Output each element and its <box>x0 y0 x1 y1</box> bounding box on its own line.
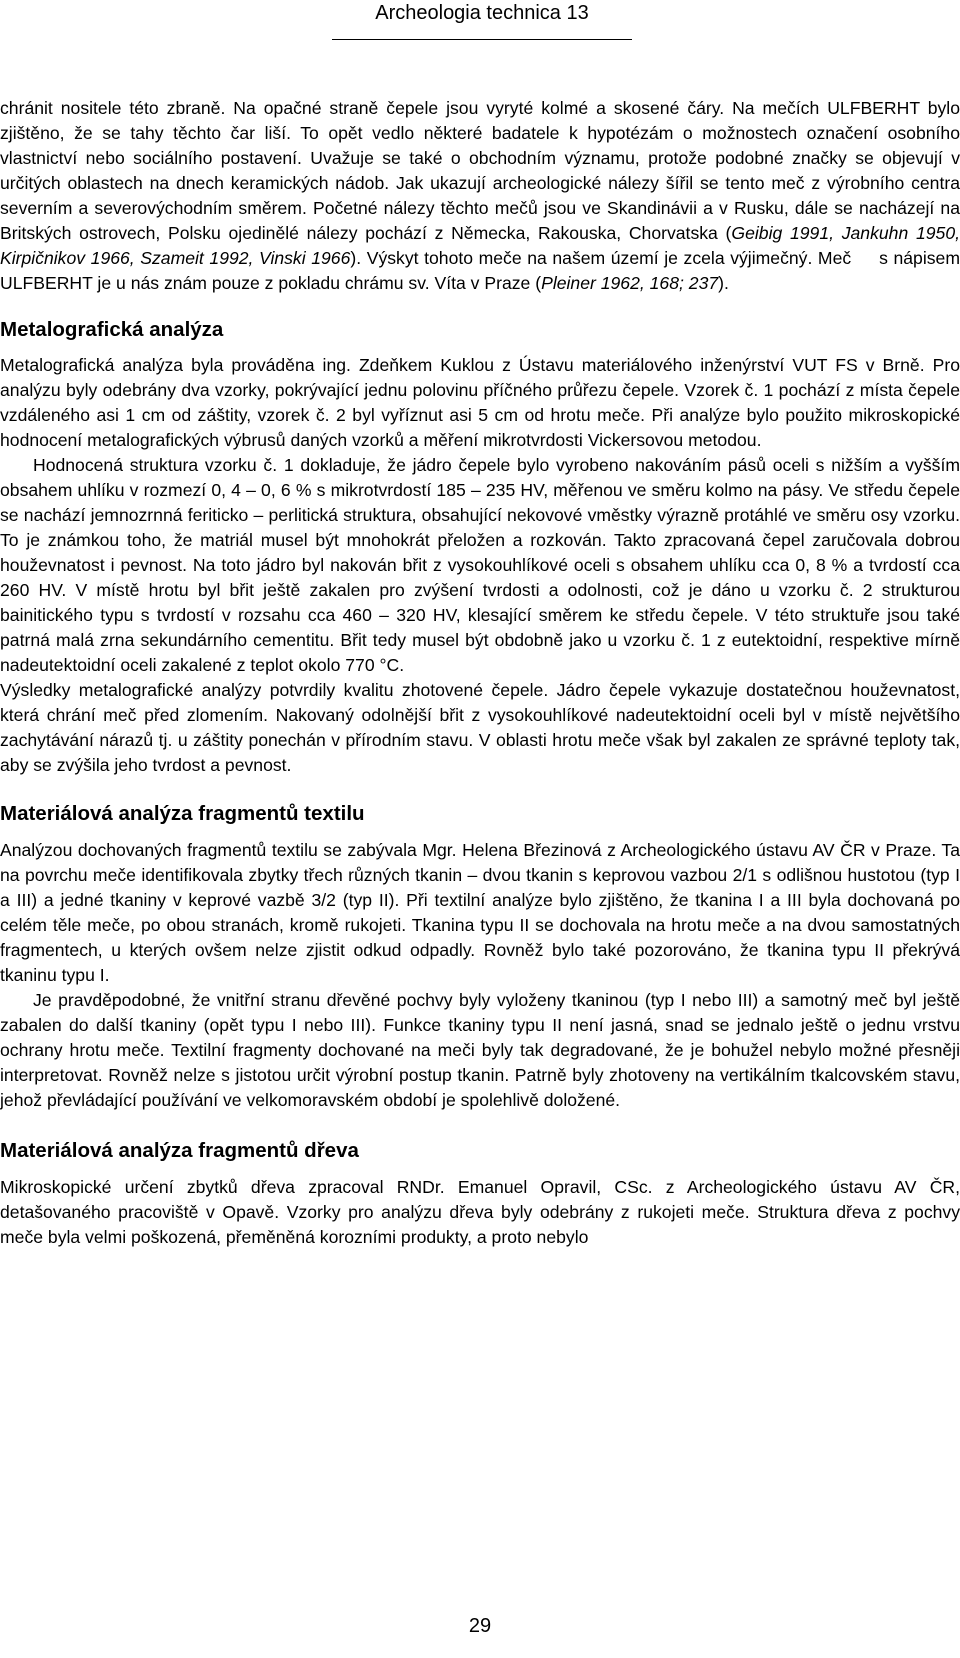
text-run: ). Výskyt tohoto meče na našem území je zcela výjimečný. Meč s nápisem ULFBERHT je u nás znám pouze z pokladu chrámu sv. Víta v Praze ( <box>0 248 960 293</box>
paragraph: Analýzou dochovaných fragmentů textilu se zabývala Mgr. Helena Březinová z Archeologického ústavu AV ČR v Praze. Ta na povrchu meče identifikovala zbytky třech různých tkanin – dvou tkanin s keprovou vazbou 2/1 s odlišnou hustotou (typ I a III) a jedné tkaniny v keprové vazbě 3/2 (typ II). Při textilní analýze bylo zjištěno, že tkanina I a III byla dochovaná po celém těle meče, po obou stranách, kromě rukojeti. Tkanina typu II se dochovala na hrotu meče a na dvou samostatných fragmentech, u kterých ovšem nelze zjistit odkud odpadly. Rovněž bylo také pozorováno, že tkanina typu II překrývá tkaninu typu I. <box>0 840 960 985</box>
section-heading-textile: Materiálová analýza fragmentů textilu <box>0 802 365 825</box>
running-header <box>332 0 632 40</box>
page-number: 29 <box>468 1615 492 1637</box>
citation: Pleiner 1962, 168; 237 <box>541 273 719 293</box>
paragraph: Hodnocená struktura vzorku č. 1 dokladuje, že jádro čepele bylo vyrobeno nakováním pásů oceli s nižším a vyšším obsahem uhlíku v rozmezí 0, 4 – 0, 6 % s mikrotvrdostí 185 – 235 HV, měřenou ve směru kolmo na pásy. Ve středu čepele se nachází jemnozrnná feriticko – perlitická struktura, obsahující nekovové vměstky výrazně protáhlé ve směru osy vzorku. To je známkou toho, že matriál musel být mnohokrát přeložen a rozkován. Takto zpracovaná čepel zaručovala dobrou houževnatost i pevnost. Na toto jádro byl nakován břit z vysokouhlíkové oceli s obsahem uhlíku cca 0, 8 % a tvrdostí cca 260 HV. V místě hrotu byl břit ještě zakalen pro zvýšení tvrdosti a odolnosti, což je dáno u vzorku č. 2 strukturou bainitického typu s tvrdostí v rozsahu cca 460 – 320 HV, klesající směrem ke středu čepele. V této struktuře jsou také patrná malá zrna sekundárního cementitu. Břit tedy musel být obdobně jako u vzorku č. 1 z eutektoidní, respektive mírně nadeutektoidní oceli zakalené z teplot okolo 770 °C. <box>0 455 960 675</box>
article-body <box>0 96 960 1250</box>
paragraph <box>0 96 960 296</box>
text-run: chránit nositele této zbraně. Na opačné straně čepele jsou vyryté kolmé a skosené čáry. Na mečích ULFBERHT bylo zjištěno, že se tahy těchto čar liší. To opět vedlo některé badatele k hypotézám o možnostech označení osobního vlastnictví nebo sociálního postavení. Uvažuje se také o obchodním významu, protože podobné značky se objevují v určitých oblastech na dnech keramických nádob. Jak ukazují archeologické nálezy šířil se tento meč z výrobního centra severním a severovýchodním směrem. Početné nálezy těchto mečů jsou ve Skandinávii a v Rusku, dále se nacházejí na Britských ostrovech, Polsku ojedinělé nálezy pochází z Německa, Rakouska, Chorvatska ( <box>0 98 960 243</box>
paragraph: Mikroskopické určení zbytků dřeva zpracoval RNDr. Emanuel Opravil, CSc. z Archeologického ústavu AV ČR, detašovaného pracoviště v Opavě. Vzorky pro analýzu dřeva byly odebrány z rukojeti meče. Struktura dřeva z pochvy meče byla velmi poškozená, přeměněná korozními produkty, a proto nebylo <box>0 1177 960 1247</box>
paragraph: Metalografická analýza byla prováděna ing. Zdeňkem Kuklou z Ústavu materiálového inženýrství VUT FS v Brně. Pro analýzu byly odebrány dva vzorky, pokrývající jednu polovinu příčného průřezu čepele. Vzorek č. 1 pochází z místa čepele vzdáleného asi 1 cm od záštity, vzorek č. 2 byl vyříznut asi 5 cm od hrotu meče. Při analýze bylo použito mikroskopické hodnocení metalografických výbrusů daných vzorků a měření mikrotvrdosti Vickersovou metodou. <box>0 355 960 450</box>
citation: Geibig 1991, Jankuhn 1950, Kirpičnikov 1966, Szameit 1992, Vinski 1966 <box>0 223 960 268</box>
section-heading-metallography: Metalografická analýza <box>0 318 224 341</box>
paragraph: Výsledky metalografické analýzy potvrdily kvalitu zhotovené čepele. Jádro čepele vykazuje dostatečnou houževnatost, která chrání meč před zlomením. Nakovaný odolnější břit z vysokouhlíkové nadeutektoidní oceli byl v místě největšího zachytávání nárazů tj. u záštity ponechán v přírodním stavu. V oblasti hrotu meče však byl zakalen ze správné teploty tak, aby se zvýšila jeho tvrdost a pevnost. <box>0 680 960 775</box>
text-run: ). <box>718 273 729 293</box>
journal-title: Archeologia technica 13 <box>375 2 589 24</box>
section-heading-wood: Materiálová analýza fragmentů dřeva <box>0 1139 359 1162</box>
paragraph: Je pravděpodobné, že vnitřní stranu dřevěné pochvy byly vyloženy tkaninou (typ I nebo III) a samotný meč byl ještě zabalen do další tkaniny (opět typu I nebo III). Funkce tkaniny typu II není jasná, snad se jednalo ještě o jednu vrstvu ochrany hrotu meče. Textilní fragmenty dochované na meči byly tak degradované, že je bohužel nebylo možné přesněji interpretovat. Rovněž nelze s jistotou určit výrobní postup tkanin. Patrně byly zhotoveny na vertikálním tkalcovském stavu, jehož převládající používání ve velkomoravském období je spolehlivě doložené. <box>0 990 960 1110</box>
